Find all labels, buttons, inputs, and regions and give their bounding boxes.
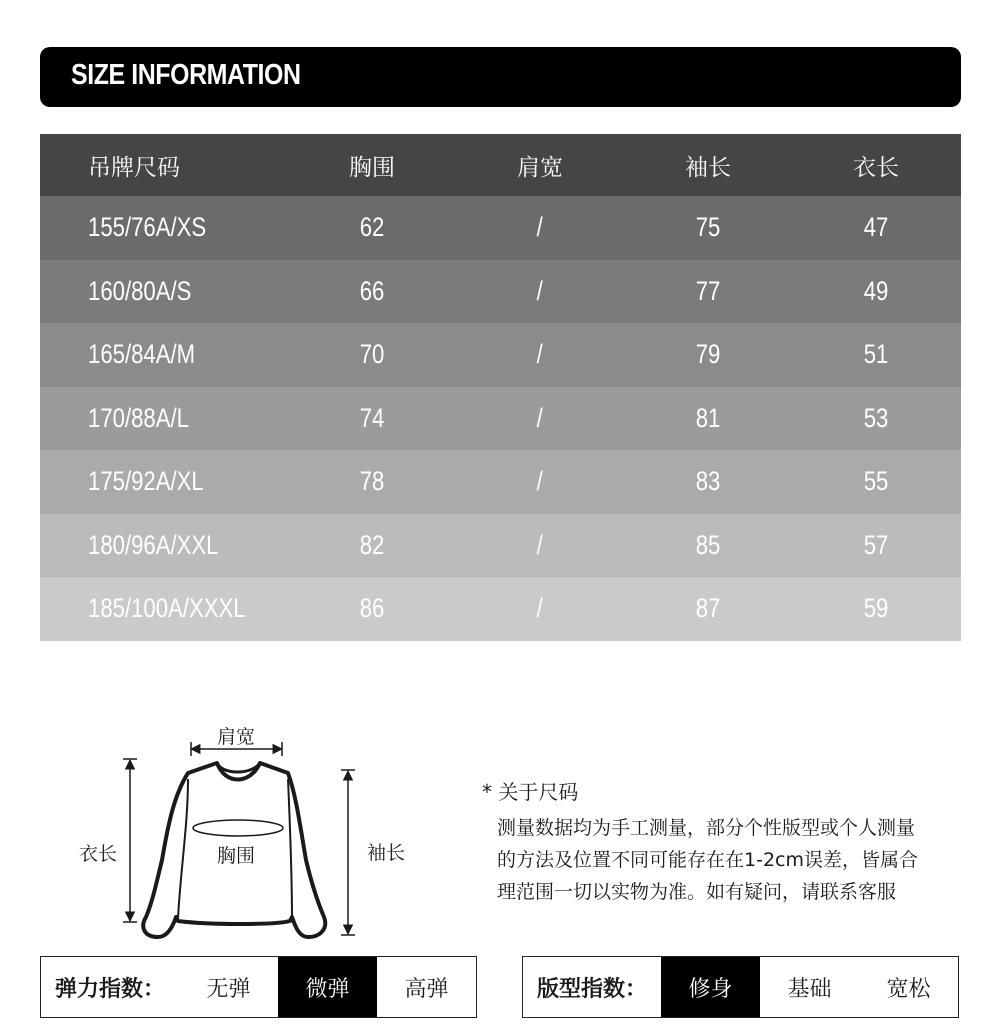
header-chest: 胸围 <box>349 154 395 181</box>
size-note-title: * 关于尺码 <box>482 780 579 804</box>
cell-shoulder: / <box>536 275 544 306</box>
header-shoulder: 肩宽 <box>517 154 563 181</box>
note-line: 理范围一切以实物为准。如有疑问，请联系客服 <box>497 881 897 903</box>
cell-sleeve: 87 <box>695 593 721 624</box>
cell-chest: 70 <box>359 339 385 370</box>
cell-chest: 66 <box>359 275 385 306</box>
cell-chest: 74 <box>359 402 385 433</box>
cell-sleeve: 83 <box>695 466 721 497</box>
cell-sleeve: 79 <box>695 339 721 370</box>
cell-chest: 62 <box>359 212 385 243</box>
cell-shoulder: / <box>536 529 544 560</box>
size-note-body <box>497 812 957 908</box>
table-row <box>40 260 961 324</box>
elasticity-option-none: 无弹 <box>206 976 251 1002</box>
cell-tag-size: 180/96A/XXL <box>88 529 219 560</box>
sweater-icon <box>60 715 460 950</box>
table-row <box>40 196 961 260</box>
cell-shoulder: / <box>536 402 544 433</box>
header-length: 衣长 <box>853 154 899 181</box>
note-line: 的方法及位置不同可能存在在1-2cm误差，皆属合 <box>497 849 918 871</box>
length-label: 衣长 <box>79 843 118 865</box>
cell-shoulder: / <box>536 212 544 243</box>
cell-tag-size: 185/100A/XXXL <box>88 593 246 624</box>
cell-tag-size: 155/76A/XS <box>88 212 207 243</box>
header-tag-size: 吊牌尺码 <box>88 154 180 181</box>
cell-chest: 78 <box>359 466 385 497</box>
note-line: 测量数据均为手工测量，部分个性版型或个人测量 <box>497 817 916 839</box>
cell-length: 51 <box>863 339 889 370</box>
cell-shoulder: / <box>536 593 544 624</box>
elasticity-option-high: 高弹 <box>404 976 449 1002</box>
size-information-banner <box>40 47 961 107</box>
cell-tag-size: 170/88A/L <box>88 402 189 433</box>
cell-shoulder: / <box>536 466 544 497</box>
cell-sleeve: 85 <box>695 529 721 560</box>
cell-length: 55 <box>863 466 889 497</box>
cell-length: 59 <box>863 593 889 624</box>
elasticity-label: 弹力指数： <box>54 976 165 1002</box>
cell-tag-size: 160/80A/S <box>88 275 192 306</box>
table-row <box>40 577 961 641</box>
fit-option-slim: 修身 <box>661 957 760 1017</box>
cell-sleeve: 77 <box>695 275 721 306</box>
cell-length: 47 <box>863 212 889 243</box>
cell-chest: 86 <box>359 593 385 624</box>
cell-sleeve: 75 <box>695 212 721 243</box>
table-row <box>40 323 961 387</box>
fit-label: 版型指数： <box>536 976 647 1002</box>
cell-shoulder: / <box>536 339 544 370</box>
cell-length: 53 <box>863 402 889 433</box>
chest-label: 胸围 <box>217 845 256 867</box>
fit-option-regular: 基础 <box>787 976 832 1002</box>
fit-index <box>522 956 959 1018</box>
elasticity-index <box>40 956 477 1018</box>
cell-length: 57 <box>863 529 889 560</box>
elasticity-option-slight: 微弹 <box>278 957 377 1017</box>
table-row <box>40 450 961 514</box>
garment-measurement-diagram <box>60 715 460 950</box>
banner-title: SIZE INFORMATION <box>71 59 301 91</box>
shoulder-label: 肩宽 <box>217 726 256 748</box>
table-row <box>40 387 961 451</box>
header-sleeve: 袖长 <box>685 154 731 181</box>
size-table <box>40 134 961 641</box>
table-header-row <box>40 134 961 196</box>
fit-option-loose: 宽松 <box>886 976 931 1002</box>
cell-tag-size: 165/84A/M <box>88 339 196 370</box>
sleeve-label: 袖长 <box>367 842 406 864</box>
table-row <box>40 514 961 578</box>
cell-length: 49 <box>863 275 889 306</box>
cell-chest: 82 <box>359 529 385 560</box>
cell-sleeve: 81 <box>695 402 721 433</box>
cell-tag-size: 175/92A/XL <box>88 466 204 497</box>
